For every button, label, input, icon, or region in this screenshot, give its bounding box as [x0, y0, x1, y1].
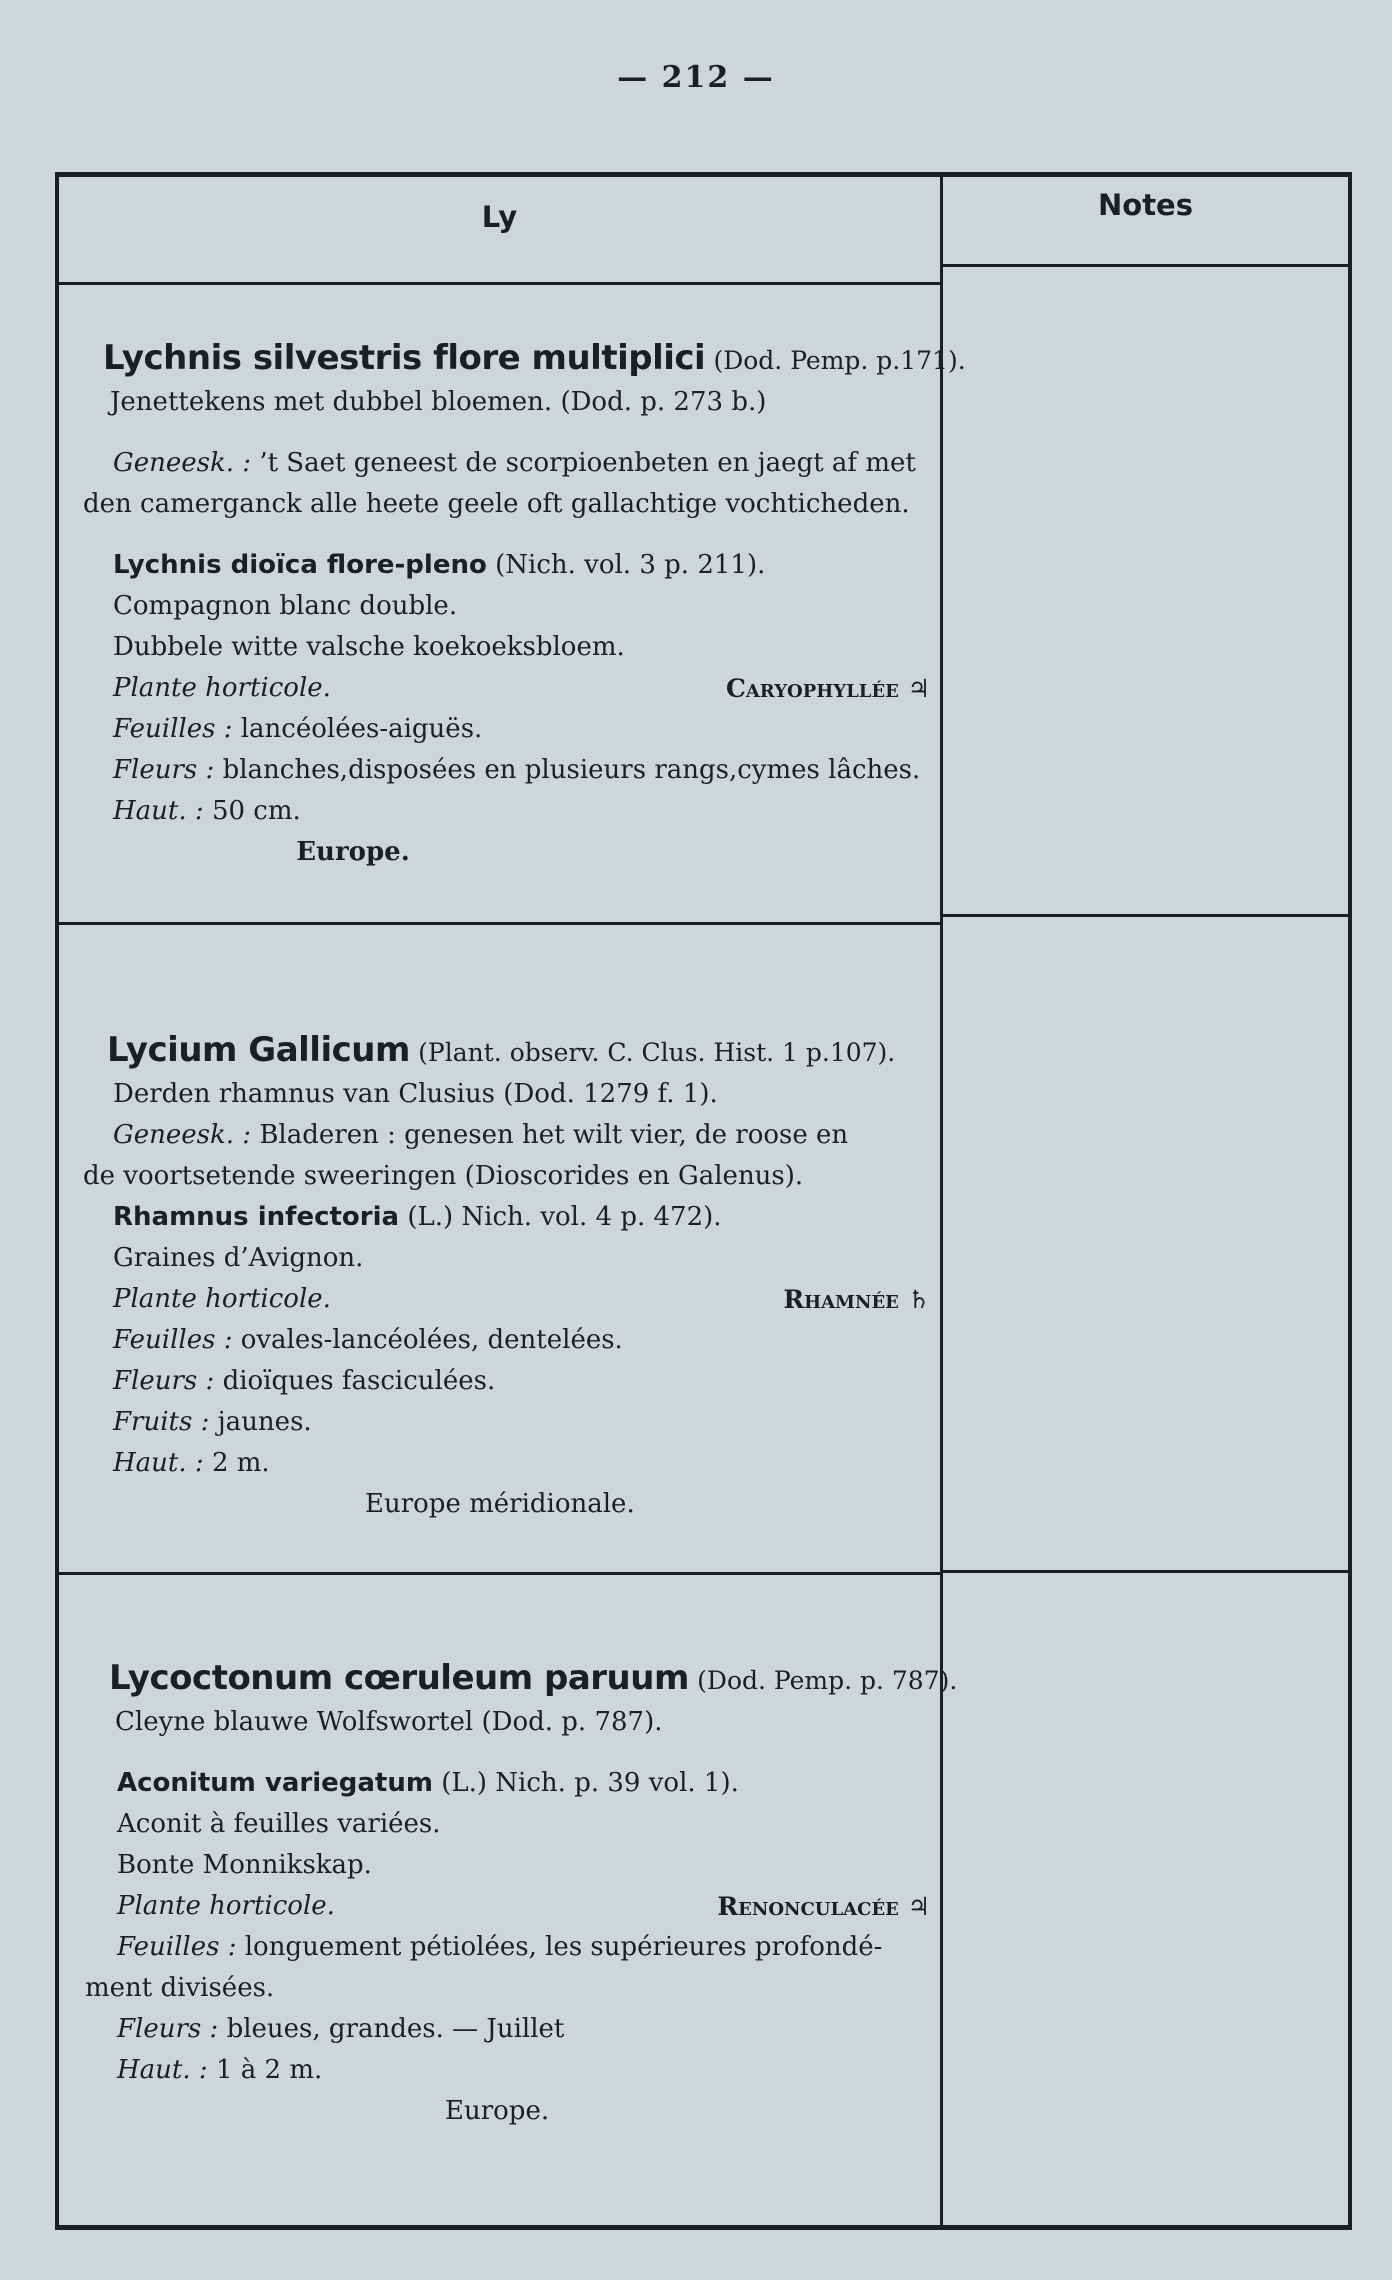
leaves-text: longuement pétiolées, les supérieures profondé-: [244, 1932, 883, 1962]
leaves-label: Feuilles :: [113, 714, 233, 744]
flowers-label: Fleurs :: [113, 755, 215, 785]
height-text: 1 à 2 m.: [215, 2055, 323, 2085]
medicinal-text: Bladeren : genesen het wilt vier, de roose en: [259, 1120, 849, 1150]
leaves-text: lancéolées-aiguës.: [240, 714, 483, 744]
dutch-name: Dubbele witte valsche koekoeksbloem.: [113, 632, 625, 662]
modern-name: Rhamnus infectoria: [113, 1202, 400, 1232]
flemish-ref: (Dod. p. 787).: [481, 1707, 663, 1737]
region: Europe.: [296, 837, 410, 867]
row-divider-2-right: [943, 1570, 1348, 1573]
flowers-text: blanches,disposées en plusieurs rangs,cymes lâches.: [222, 755, 921, 785]
entry-title-ref: (Dod. Pemp. p.171).: [713, 346, 966, 375]
height-text: 2 m.: [211, 1448, 270, 1478]
region: Europe méridionale.: [365, 1489, 635, 1519]
flemish-ref: (Dod. 1279 f. 1).: [503, 1079, 718, 1109]
row-divider-1-left: [59, 922, 940, 925]
medicinal-label: Geneesk. :: [113, 448, 252, 478]
entry-lychnis: [80, 338, 966, 873]
header-divider-right: [943, 264, 1348, 267]
leaves-label: Feuilles :: [113, 1325, 233, 1355]
flemish-ref: (Dod. p. 273 b.): [560, 387, 767, 417]
medicinal-text: ’t Saet geneest de scorpioenbeten en jaegt af met: [259, 448, 916, 478]
modern-ref: (L.) Nich. p. 39 vol. 1).: [441, 1768, 739, 1798]
family: Rhamnée ♄: [783, 1285, 930, 1314]
fruits-label: Fruits :: [113, 1407, 210, 1437]
family: Renonculacée ♃: [717, 1892, 930, 1921]
french-name: Graines d’Avignon.: [113, 1243, 364, 1273]
flemish-name: Derden rhamnus van Clusius: [113, 1079, 496, 1109]
entry-title: Lycoctonum cœruleum paruum: [109, 1658, 689, 1698]
french-name: Aconit à feuilles variées.: [117, 1809, 441, 1839]
flemish-name: Jenettekens met dubbel bloemen.: [110, 387, 553, 417]
entry-title: Lycium Gallicum: [107, 1030, 410, 1070]
column-header-ly: Ly: [481, 200, 518, 234]
plant-type: Plante horticole.: [117, 1891, 335, 1921]
plant-type: Plante horticole.: [113, 1284, 331, 1314]
row-divider-1-right: [943, 914, 1348, 917]
region: Europe.: [445, 2096, 550, 2126]
modern-ref: (L.) Nich. vol. 4 p. 472).: [407, 1202, 722, 1232]
leaves-label: Feuilles :: [117, 1932, 237, 1962]
medicinal-text-continued: de voortsetende sweeringen (Dioscorides en Galenus).: [83, 1161, 804, 1191]
entry-title-ref: (Dod. Pemp. p. 787).: [697, 1666, 958, 1695]
column-header-notes: Notes: [1098, 188, 1193, 222]
entry-lycoctonum: [80, 1658, 958, 2132]
flemish-name: Cleyne blauwe Wolfswortel: [115, 1707, 474, 1737]
medicinal-text-continued: den camerganck alle heete geele oft gallachtige vochticheden.: [83, 489, 910, 519]
entry-title-ref: (Plant. observ. C. Clus. Hist. 1 p.107).: [418, 1038, 896, 1067]
flowers-label: Fleurs :: [117, 2014, 219, 2044]
medicinal-label: Geneesk. :: [113, 1120, 252, 1150]
flowers-text: dioïques fasciculées.: [222, 1366, 496, 1396]
height-label: Haut. :: [117, 2055, 208, 2085]
entry-lycium: [80, 1030, 930, 1525]
height-label: Haut. :: [113, 796, 204, 826]
plant-type: Plante horticole.: [113, 673, 331, 703]
height-text: 50 cm.: [211, 796, 301, 826]
height-label: Haut. :: [113, 1448, 204, 1478]
flowers-label: Fleurs :: [113, 1366, 215, 1396]
dutch-name: Bonte Monnikskap.: [117, 1850, 372, 1880]
header-divider-left: [59, 282, 940, 285]
column-divider: [940, 172, 943, 2230]
leaves-text: ovales-lancéolées, dentelées.: [240, 1325, 623, 1355]
modern-ref: (Nich. vol. 3 p. 211).: [495, 550, 766, 580]
modern-name: Aconitum variegatum: [117, 1768, 433, 1798]
row-divider-2-left: [59, 1572, 940, 1575]
french-name: Compagnon blanc double.: [113, 591, 458, 621]
fruits-text: jaunes.: [217, 1407, 312, 1437]
leaves-text-continued: ment divisées.: [85, 1973, 275, 2003]
entry-title: Lychnis silvestris flore multiplici: [103, 338, 706, 378]
family: Caryophyllée ♃: [725, 674, 930, 703]
modern-name: Lychnis dioïca flore-pleno: [113, 550, 487, 580]
flowers-text: bleues, grandes. — Juillet: [226, 2014, 565, 2044]
page-number: — 212 —: [617, 60, 775, 95]
